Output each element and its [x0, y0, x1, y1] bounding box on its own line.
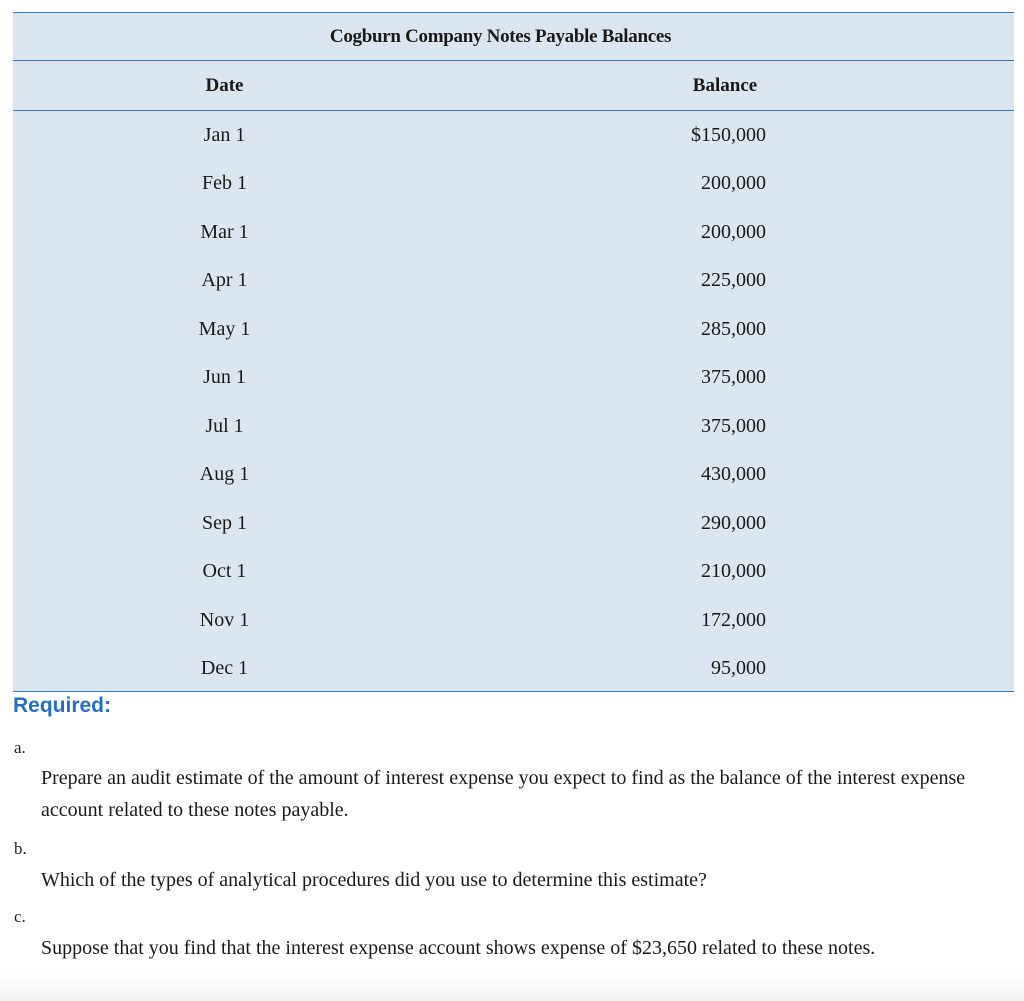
question-letter-b: b. [14, 839, 27, 858]
cell-date: Apr 1 [201, 269, 248, 292]
cell-balance: 172,000 [701, 608, 766, 631]
cell-date: Aug 1 [199, 463, 250, 486]
table-row [13, 499, 1014, 548]
cell-date: Jul 1 [205, 414, 244, 437]
cell-date: Mar 1 [200, 220, 249, 243]
cell-balance: 375,000 [701, 366, 766, 389]
table-title-row [13, 13, 1014, 61]
bottom-edge [0, 971, 1024, 1001]
required-heading: Required: [13, 694, 112, 717]
table-row [13, 354, 1014, 403]
table-row [13, 596, 1014, 645]
table-body [13, 111, 1014, 693]
table-row [13, 305, 1014, 354]
cell-balance: 95,000 [711, 657, 766, 680]
table-row [13, 208, 1014, 257]
cell-balance: $150,000 [691, 123, 766, 146]
table-row [13, 160, 1014, 209]
table-header-row [13, 61, 1014, 111]
table-row [13, 548, 1014, 597]
cell-date: Feb 1 [202, 172, 247, 195]
header-balance: Balance [692, 75, 758, 96]
table-row [13, 451, 1014, 500]
table-title: Cogburn Company Notes Payable Balances [329, 25, 672, 47]
cell-balance: 290,000 [701, 511, 766, 534]
notes-payable-table [13, 12, 1014, 692]
table-row [13, 402, 1014, 451]
question-letter-c: c. [14, 907, 26, 926]
table-row [13, 257, 1014, 306]
cell-balance: 285,000 [701, 317, 766, 340]
cell-date: Jun 1 [203, 366, 246, 389]
cell-date: Dec 1 [200, 657, 249, 680]
cell-balance: 200,000 [701, 220, 766, 243]
cell-balance: 210,000 [701, 560, 766, 583]
cell-date: Sep 1 [202, 511, 247, 534]
question-text-b: Which of the types of analytical procedures did you use to determine this estimate? [41, 869, 707, 891]
cell-balance: 430,000 [701, 463, 766, 486]
cell-date: May 1 [198, 317, 251, 340]
table-row [13, 645, 1014, 694]
cell-balance: 200,000 [701, 172, 766, 195]
question-letter-a: a. [14, 738, 26, 757]
question-text-c: Suppose that you find that the interest expense account shows expense of $23,650 related to these notes. [41, 937, 876, 959]
cell-date: Jan 1 [203, 123, 246, 146]
cell-balance: 225,000 [701, 269, 766, 292]
table-row [13, 111, 1014, 160]
cell-date: Nov 1 [199, 608, 250, 631]
question-text-a: Prepare an audit estimate of the amount of interest expense you expect to find as the balance of the interest expense account related to these notes payable. [41, 767, 966, 821]
header-date: Date [205, 75, 244, 96]
cell-balance: 375,000 [701, 414, 766, 437]
cell-date: Oct 1 [202, 560, 247, 583]
